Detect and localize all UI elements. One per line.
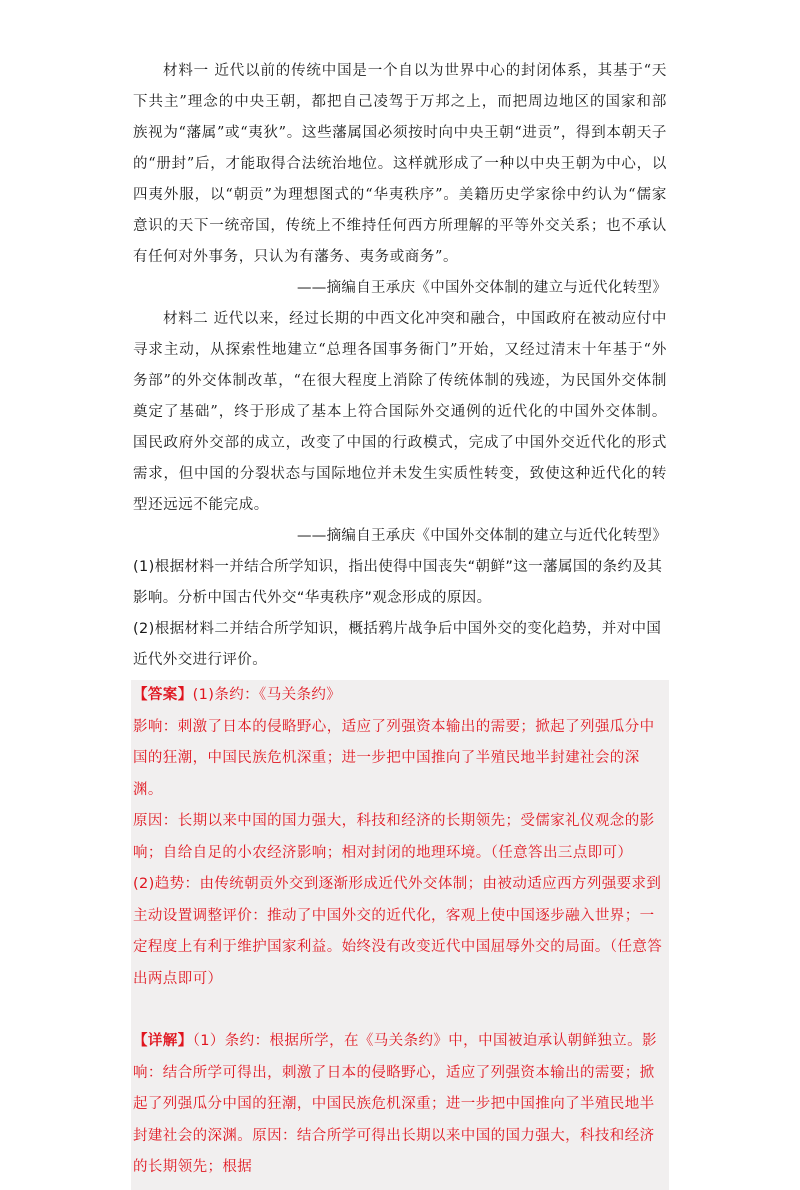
answer-treaty: (1)条约：《马关条约》	[192, 687, 342, 703]
question-1: (1)根据材料一并结合所学知识，指出使得中国丧失“朝鲜”这一藩属国的条约及其影响。分析中国古代外交“华夷秩序”观念形成的原因。	[133, 559, 663, 606]
answer-impact: 影响：刺激了日本的侵略野心，适应了列强资本输出的需要；掀起了列强瓜分中国的狂潮，中国民族危机深重；进一步把中国推向了半殖民地半封建社会的深渊。	[133, 718, 655, 798]
material-one-source: ——摘编自王承庆《中国外交体制的建立与近代化转型》	[297, 280, 667, 296]
explanation-tag: 【详解】	[133, 1033, 193, 1049]
explanation-text: （1）条约：根据所学，在《马关条约》中，中国被迫承认朝鲜独立。影响：结合所学可得出，刺激了日本的侵略野心，适应了列强资本输出的需要；掀起了列强瓜分中国的狂潮，中国民族危机深重；进一步把中国推向了半殖民地半封建社会的深渊。原因：结合所学可得出长期以来中国的国力强大，科技和经济的长期领先；根据	[133, 1033, 657, 1175]
material-two-source: ——摘编自王承庆《中国外交体制的建立与近代化转型》	[297, 528, 667, 544]
spacer	[133, 995, 667, 1026]
answer-section	[131, 680, 669, 1190]
material-one-text: 材料一 近代以前的传统中国是一个自以为世界中心的封闭体系，其基于“天下共主”理念的中央王朝，都把自己凌驾于万邦之上，而把周边地区的国家和部族视为“藩属”或“夷狄”。这些藩属国必须按时向中央王朝“进贡”，得到本朝天子的“册封”后，才能取得合法统治地位。这样就形成了一种以中央王朝为中心，以四夷外服，以“朝贡”为理想图式的“华夷秩序”。美籍历史学家徐中约认为“儒家意识的天下一统帝国，传统上不维持任何西方所理解的平等外交关系；也不承认有任何对外事务，只认为有藩务、夷务或商务”。	[133, 63, 667, 265]
material-two-text: 材料二 近代以来，经过长期的中西文化冲突和融合，中国政府在被动应付中寻求主动，从探索性地建立“总理各国事务衙门”开始，又经过清末十年基于“外务部”的外交体制改革，“在很大程度上消除了传统体制的残迹，为民国外交体制奠定了基础”，终于形成了基本上符合国际外交通例的近代化的中国外交体制。国民政府外交部的成立，改变了中国的行政模式，完成了中国外交近代化的形式需求，但中国的分裂状态与国际地位并未发生实质性转变，致使这种近代化的转型还远远不能完成。	[133, 311, 667, 513]
question-2: (2)根据材料二并结合所学知识，概括鸦片战争后中国外交的变化趋势，并对中国近代外交进行评价。	[133, 621, 662, 668]
answer-line-treaty	[133, 680, 667, 712]
answer-tag: 【答案】	[133, 687, 193, 703]
document-page	[133, 56, 667, 1190]
explanation	[133, 1026, 667, 1184]
answer-reason: 原因：长期以来中国的国力强大，科技和经济的长期领先；受儒家礼仪观念的影响；自给自足的小农经济影响；相对封闭的地理环境。（任意答出三点即可）	[133, 813, 655, 861]
answer-trend: (2)趋势：由传统朝贡外交到逐渐形成近代外交体制；由被动适应西方列强要求到主动设置调整评价：推动了中国外交的近代化，客观上使中国逐步融入世界；一定程度上有利于维护国家利益。始终没有改变近代中国屈辱外交的局面。（任意答出两点即可）	[133, 876, 663, 987]
